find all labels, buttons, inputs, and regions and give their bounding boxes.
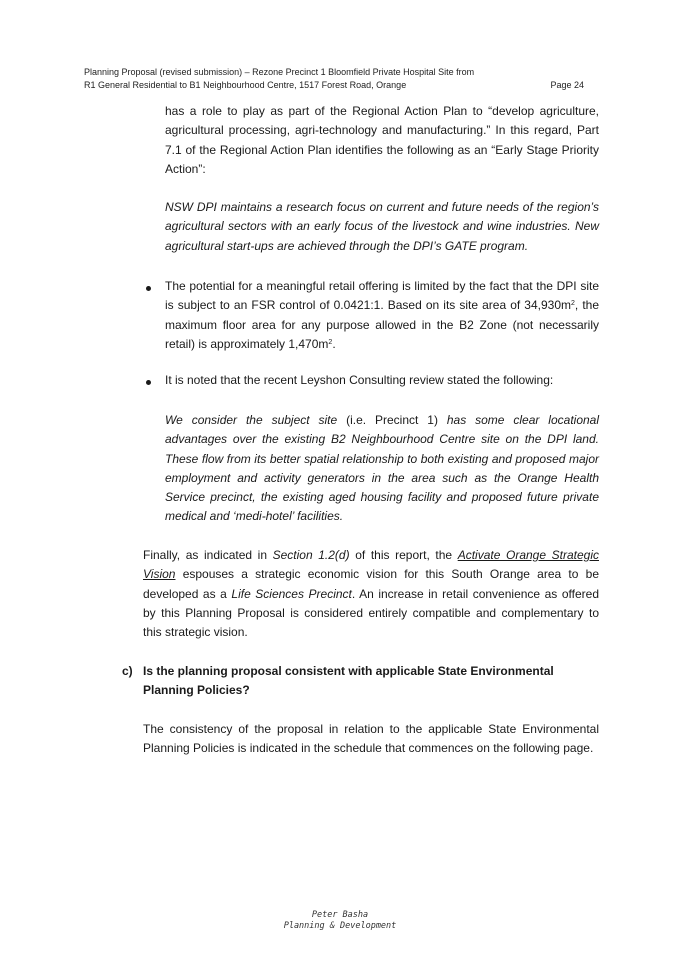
page-header — [84, 66, 584, 92]
section-reference: Section 1.2(d) — [272, 548, 350, 562]
header-line-2: R1 General Residential to B1 Neighbourhood Centre, 1517 Forest Road, Orange — [84, 80, 407, 90]
bullet-fsr-paragraph: The potential for a meaningful retail offering is limited by the fact that the DPI site is subject to an FSR control of 0.0421:1. Based on its site area of $34,930m^2$, the maximum floor area for any purpose allowed in the B2 Zone (not necessarily retail) is approximately $1,470m^2$. — [165, 279, 600, 351]
page-footer — [0, 910, 680, 932]
quote-dpi: NSW DPI maintains a research focus on current and future needs of the region’s agricultural sectors with an early focus of the livestock and wine industries. New agricultural start-ups are achieved through the DPI’s GATE program. — [165, 200, 599, 253]
bullet-icon — [146, 380, 151, 385]
header-line-1: Planning Proposal (revised submission) – Rezone Precinct 1 Bloomfield Private Hospital Site from — [84, 67, 475, 77]
quote-leyshon: We consider the subject site (i.e. Precinct 1) has some clear locational advantages over the existing B2 Neighbourhood Centre site on the DPI land. These flow from its better spatial relationship to both existing and proposed major employment and activity generators in the area such as the Orange Health Service precinct, the existing aged housing facility and proposed future private medical and ‘medi-hotel’ facilities. — [165, 413, 600, 524]
activate-orange-link[interactable]: Activate Orange Strategic Vision — [143, 548, 599, 582]
bullet-icon — [146, 286, 151, 291]
footer-line-1: Peter Basha — [311, 910, 369, 920]
continuation-paragraph: has a role to play as part of the Regional Action Plan to “develop agriculture, agricultural processing, agri-technology and manufacturing.” In this regard, Part 7.1 of the Regional Action Plan identifies the following as an “Early Stage Priority Action”: — [165, 104, 599, 176]
footer-line-2: Planning & Development — [283, 921, 397, 931]
section-c-marker: c) — [122, 664, 133, 678]
section-c-heading: Is the planning proposal consistent with applicable State Environmental Planning Policies? — [143, 664, 554, 698]
section-c-paragraph: The consistency of the proposal in relation to the applicable State Environmental Planning Policies is indicated in the schedule that commences on the following page. — [143, 722, 599, 756]
finally-paragraph: Finally, as indicated in Section 1.2(d) of this report, the Activate Orange Strategic Vision espouses a strategic economic vision for this South Orange area to be developed as a Life Sciences Precinct. An increase in retail convenience as offered by this Planning Proposal is considered entirely compatible and complementary to this strategic vision. — [143, 548, 600, 640]
page-number: Page 24 — [550, 80, 584, 90]
bullet-leyshon-paragraph: It is noted that the recent Leyshon Consulting review stated the following: — [165, 373, 554, 387]
